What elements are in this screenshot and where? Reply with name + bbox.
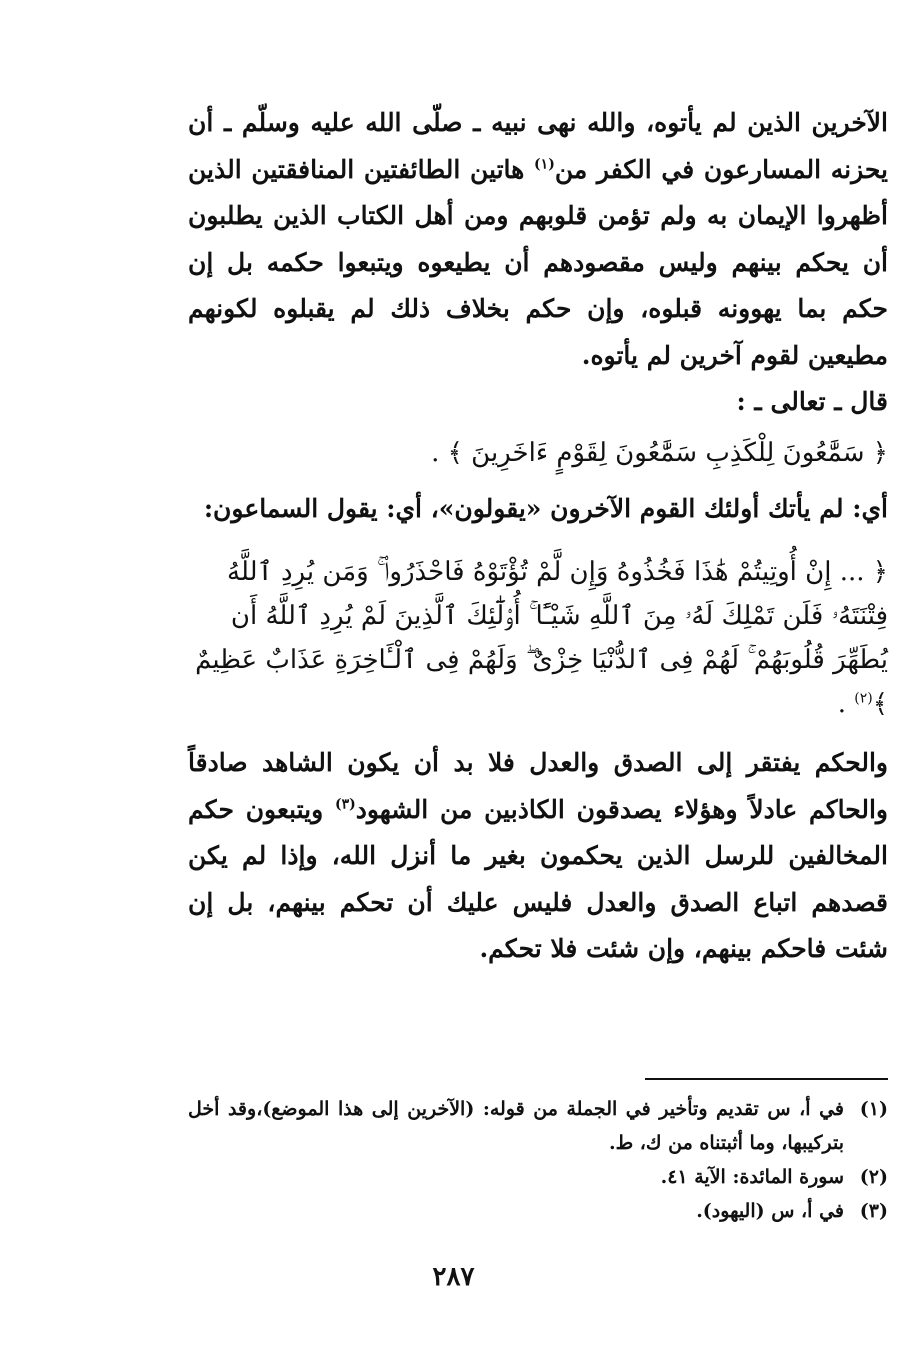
quran-verse-2: ﴿ ... إِنْ أُوتِيتُمْ هَٰذَا فَخُذُوهُ وَإِن لَّمْ تُؤْتَوْهُ فَاحْذَرُوا۟ ۚ وَمَن يُرِدِ ٱللَّهُ فِتْنَتَهُۥ فَلَن تَمْلِكَ لَهُۥ مِنَ ٱللَّهِ شَيْـًٔا ۚ أُو۟لَٰٓئِكَ ٱلَّذِينَ لَمْ يُرِدِ ٱللَّهُ أَن يُطَهِّرَ قُلُوبَهُمْ ۚ لَهُمْ فِى ٱلدُّنْيَا خِزْىٌ ۖ وَلَهُمْ فِى ٱلْـَٔاخِرَةِ عَذَابٌ عَظِيمٌ ﴾$^{(٢)}$ . (195, 557, 888, 719)
footnote-3: (٣) في أ، س (اليهود). (696, 1200, 888, 1222)
footnote-ref-2: (٢) (854, 690, 873, 707)
footnote-ref-3: (٣) (334, 796, 356, 813)
paragraph-2: أي: لم يأتك أولئك القوم الآخرون «يقولون»، أي: يقول السماعون: (203, 493, 888, 523)
page-number: ٢٨٧ (432, 1262, 475, 1292)
paragraph-3: والحكم يفتقر إلى الصدق والعدل فلا بد أن يكون الشاهد صادقاً والحاكم عادلاً وهؤلاء يصدقون الكاذبين من الشهود$^{(٣)}$ ويتبعون حكم المخالفين للرسل الذين يحكمون بغير ما أنزل الله، وإذا لم يكن قصدهم اتباع الصدق والعدل فليس عليك أن تحكم بينهم، بل إن شئت فاحكم بينهم، وإن شئت فلا تحكم. (188, 748, 888, 963)
footnote-divider (645, 1078, 888, 1080)
footnotes (188, 1092, 888, 1228)
footnote-2: (٢) سورة المائدة: الآية ٤١. (660, 1166, 888, 1188)
footnote-1: (١) في أ، س تقديم وتأخير في الجملة من قوله: (الآخرين إلى هذا الموضع)،وقد أخل بتركيبها، وما أثبتناه من ك، ط. (188, 1098, 888, 1154)
verse-intro: قال ـ تعالى ـ : (736, 387, 888, 416)
quran-verse-1: ﴿ سَمَّٰعُونَ لِلْكَذِبِ سَمَّٰعُونَ لِقَوْمٍ ءَاخَرِينَ ﴾ . (431, 437, 888, 468)
main-text (188, 100, 888, 973)
footnote-ref-1: (١) (534, 156, 555, 173)
paragraph-1: الآخرين الذين لم يأتوه، والله نهى نبيه ـ صلّى الله عليه وسلّم ـ أن يحزنه المسارعون في الكفر من$^{(١)}$ هاتين الطائفتين المنافقتين الذين أظهروا الإيمان به ولم تؤمن قلوبهم ومن أهل الكتاب الذين يطلبون أن يحكم بينهم وليس مقصودهم أن يطيعوه ويتبعوا حكمه بل إن حكم بما يهوونه قبلوه، وإن حكم بخلاف ذلك لم يقبلوه لكونهم مطيعين لقوم آخرين لم يأتوه. (188, 108, 888, 370)
